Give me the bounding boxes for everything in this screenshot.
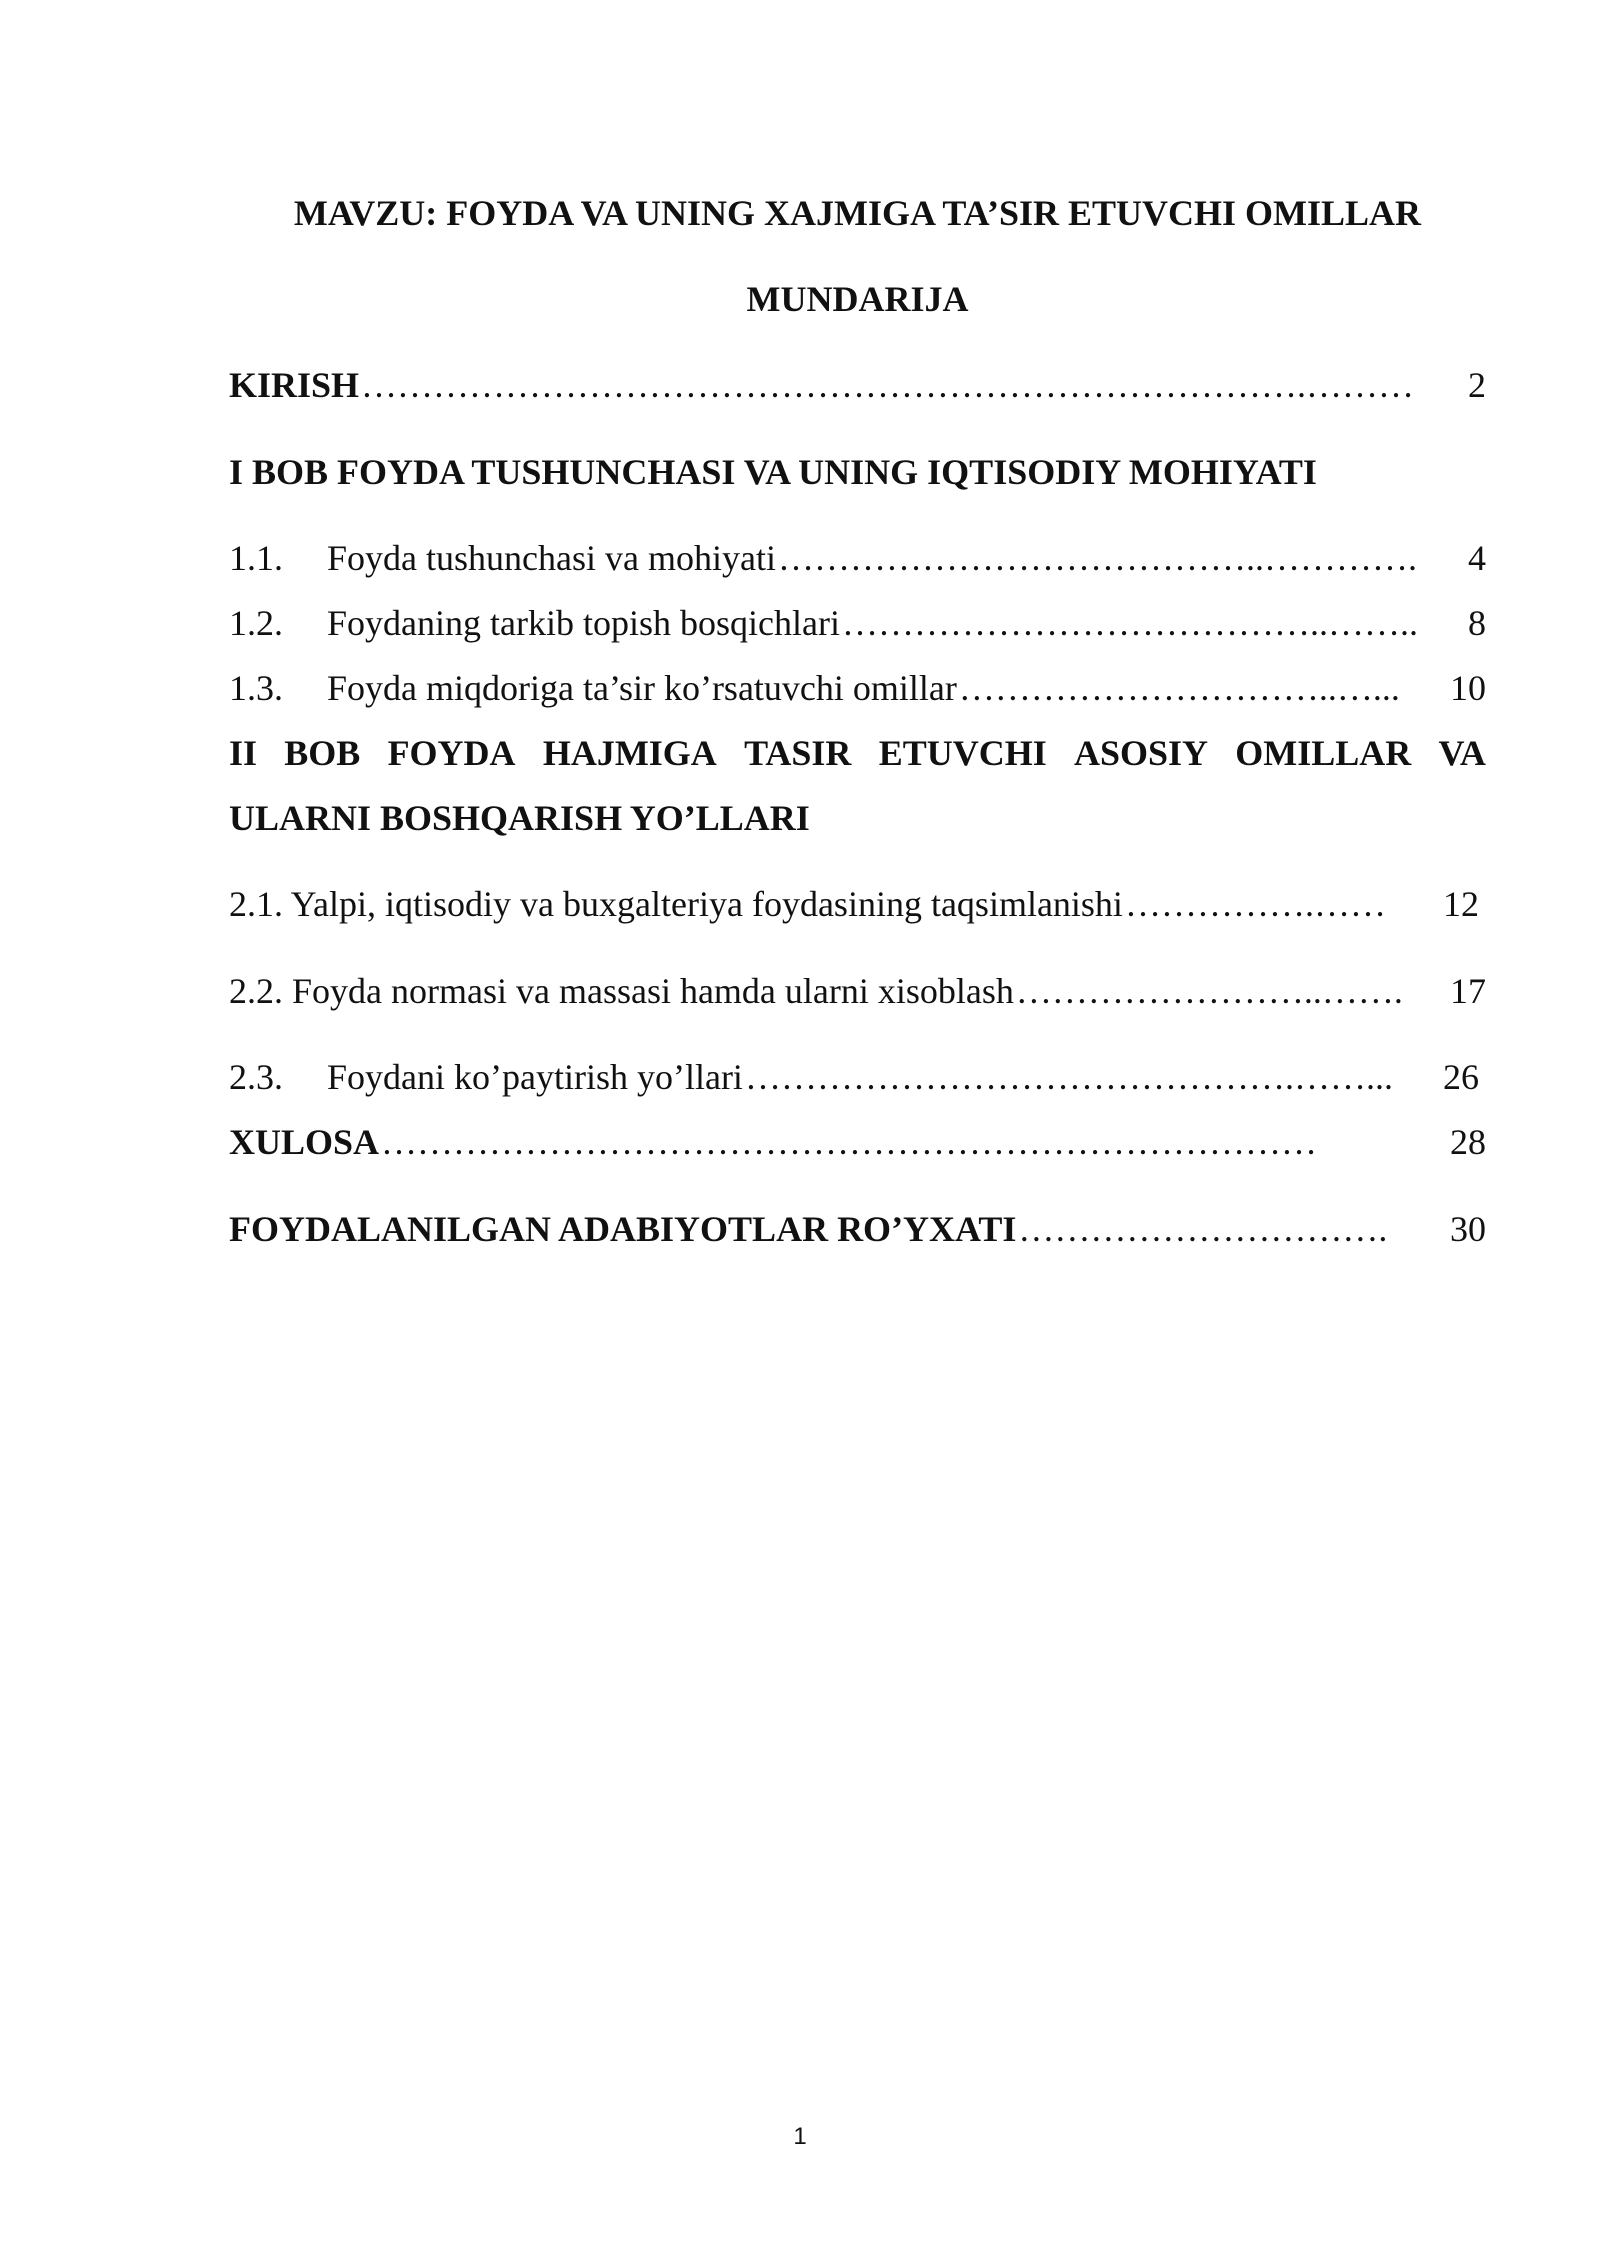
chapter-2-word: BOB [284,733,361,773]
toc-entry-label: KIRISH [229,365,360,405]
chapter-2-word: II [229,733,258,773]
toc-entry-1-2 [229,601,1486,645]
toc-entry-label: FOYDALANILGAN ADABIYOTLAR RO’YXATI [229,1209,1017,1249]
section-number: 1.1. [229,538,283,578]
chapter-2-word: TASIR [744,733,852,773]
toc-page-number: 17 [1450,971,1486,1011]
section-title: 2.2. Foyda normasi va massasi hamda ularni xisoblash [229,971,1014,1011]
toc-entry-1-3 [229,666,1486,710]
toc-page-number: 8 [1468,603,1486,643]
toc-leader-dots: …………………………………………………………………….……… [361,365,1415,405]
section-title: Foydani ko’paytirish yo’llari [327,1057,743,1097]
chapter-2-word: FOYDA [387,733,516,773]
toc-leader-dots: …………………………………………………………………… [381,1122,1318,1162]
toc-leader-dots: …………………………………..…………. [777,538,1417,578]
section-number: 2.3. [229,1057,283,1097]
toc-leader-dots: …………………………. [1018,1209,1388,1249]
contents-heading: MUNDARIJA [746,279,969,319]
toc-page-number: 30 [1450,1209,1486,1249]
toc-entry-2-2 [229,969,1486,1013]
section-title: Foyda tushunchasi va mohiyati [327,538,776,578]
toc-entry-kirish [229,363,1486,407]
chapter-2-title-line-2: ULARNI BOSHQARISH YO’LLARI [229,798,810,838]
toc-entry-1-1 [229,536,1486,580]
chapter-2-word: OMILLAR [1235,733,1412,773]
chapter-2-title-line-1 [229,731,1486,775]
toc-leader-dots: …………….…… [1124,884,1386,924]
section-title: Foyda miqdoriga ta’sir ko’rsatuvchi omillar [327,668,957,708]
toc-page-number: 26 [1443,1057,1479,1097]
toc-page-number: 28 [1450,1122,1486,1162]
toc-entry-2-1 [229,882,1479,926]
chapter-1-title: I BOB FOYDA TUSHUNCHASI VA UNING IQTISODIY MOHIYATI [229,452,1317,492]
toc-page-number: 12 [1443,884,1479,924]
toc-page-number: 4 [1468,538,1486,578]
chapter-2-word: VA [1438,733,1486,773]
section-title: Foydaning tarkib topish bosqichlari [327,603,840,643]
chapter-2-word: ASOSIY [1073,733,1209,773]
toc-page-number: 2 [1468,365,1486,405]
footer-page-number: 1 [793,2123,807,2150]
toc-entry-xulosa [229,1120,1486,1164]
toc-entry-references [229,1207,1486,1251]
toc-entry-label: XULOSA [229,1122,380,1162]
toc-entry-2-3 [229,1055,1479,1099]
section-title: 2.1. Yalpi, iqtisodiy va buxgalteriya foydasining taqsimlanishi [229,884,1123,924]
chapter-2-word: HAJMIGA [542,733,717,773]
toc-page-number: 10 [1450,668,1486,708]
toc-leader-dots: ……………………..……. [1015,971,1403,1011]
topic-title: MAVZU: FOYDA VA UNING XAJMIGA TA’SIR ETUVCHI OMILLAR [293,193,1422,233]
section-number: 1.3. [229,668,283,708]
toc-leader-dots: …………………………..…... [958,668,1400,708]
toc-leader-dots: ……………………………………….……... [744,1057,1393,1097]
section-number: 1.2. [229,603,283,643]
chapter-2-word: ETUVCHI [878,733,1047,773]
toc-leader-dots: …………………………………..…….. [841,603,1418,643]
